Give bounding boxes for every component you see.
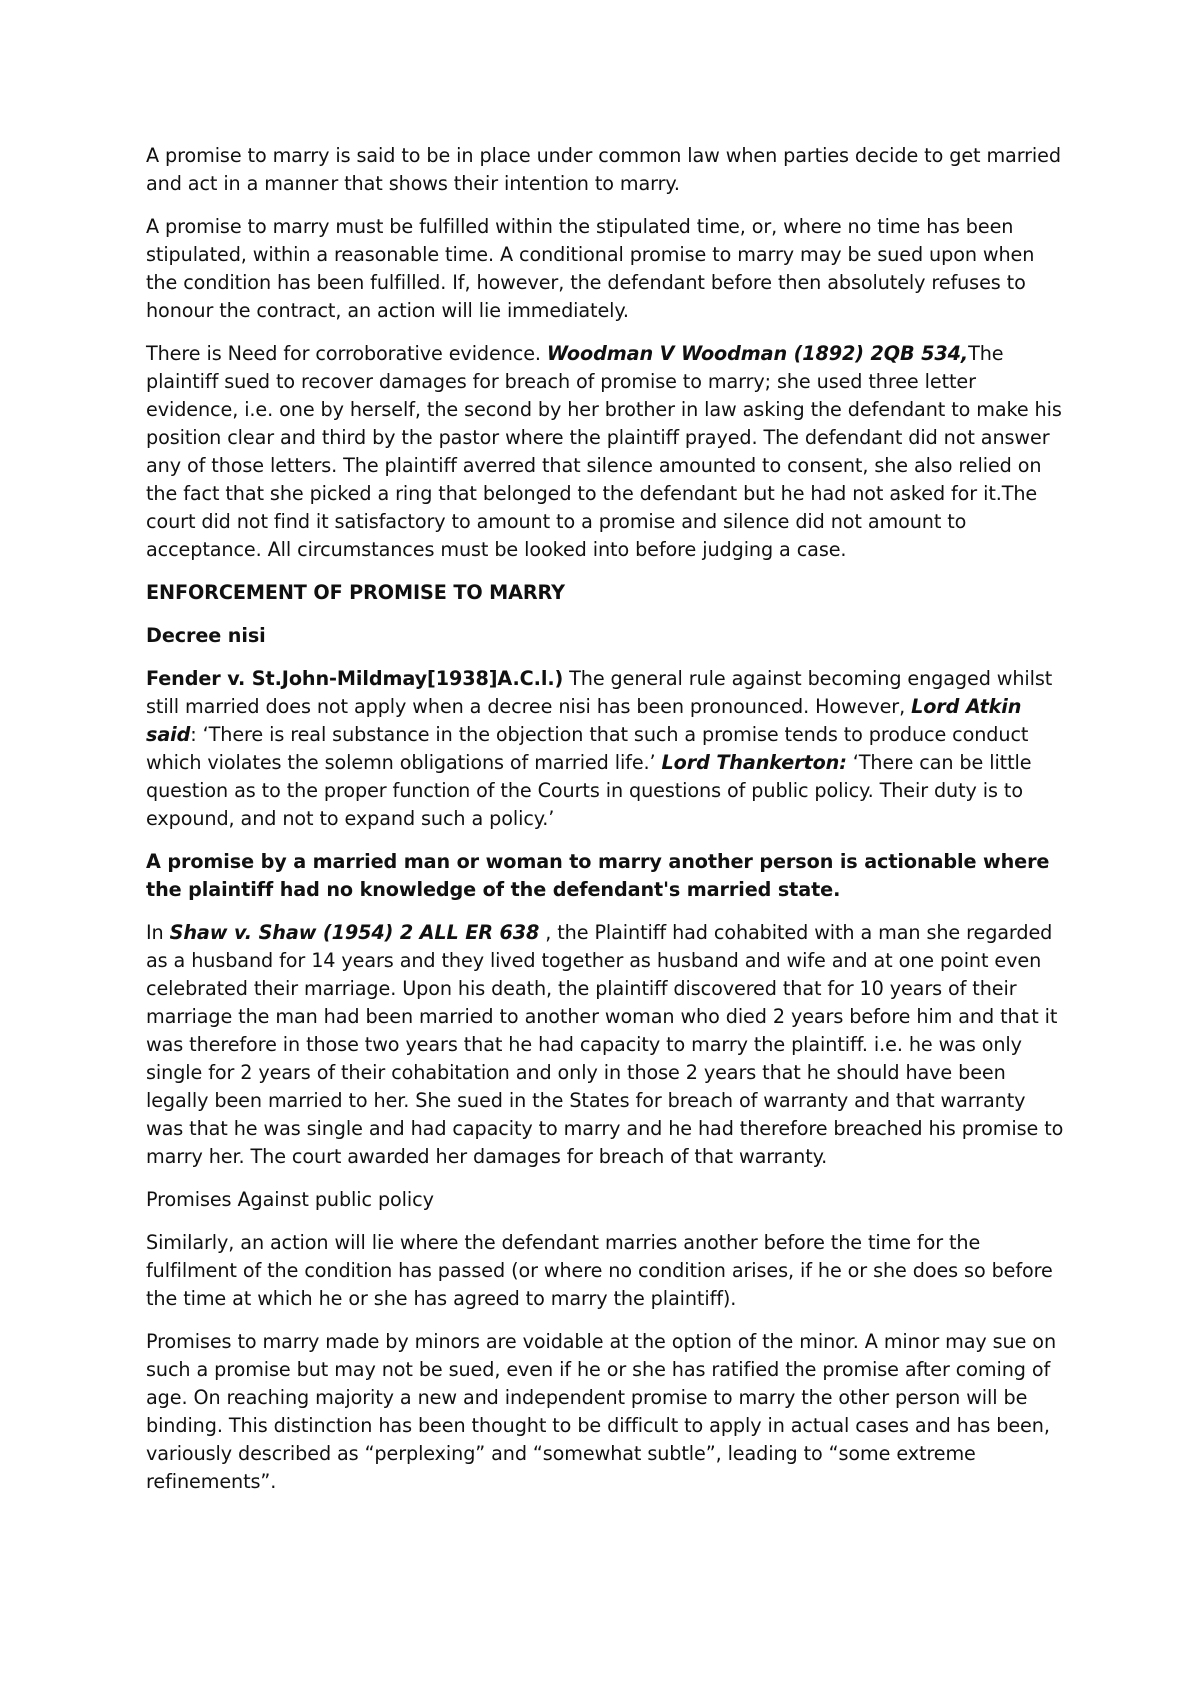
paragraph-common-law: A promise to marry is said to be in place under common law when parties decide to get married and act in a manner that shows their intention to marry. <box>146 144 1061 195</box>
document-page <box>146 142 1066 1511</box>
case-citation-shaw: Shaw v. Shaw (1954) 2 ALL ER 638 <box>169 921 540 944</box>
case-citation-fender: Fender v. St.John-Mildmay[1938]A.C.l.) <box>146 667 564 690</box>
paragraph-fender <box>146 665 1066 833</box>
paragraph-body: , the Plaintiff had cohabited with a man she regarded as a husband for 14 years and they lived together as husband and wife and at one point even celebrated their marriage. Upon his death, the plaintiff discovered that for 10 years of their marriage the man had been married to another woman who died 2 years before him and that it was therefore in those two years that he had capacity to marry the plaintiff. i.e. he was only single for 2 years of their cohabitation and only in those 2 years that he should have been legally been married to her. She sued in the States for breach of warranty and that warranty was that he was single and had capacity to marry and he had therefore breached his promise to marry her. The court awarded her damages for breach of that warranty. <box>146 921 1064 1168</box>
paragraph-fulfilment-time: A promise to marry must be fulfilled within the stipulated time, or, where no time has been stipulated, within a reasonable time. A conditional promise to marry may be sued upon when the condition has been fulfilled. If, however, the defendant before then absolutely refuses to honour the contract, an action will lie immediately. <box>146 215 1035 322</box>
paragraph-text: The general rule against becoming engaged whilst still married does not apply when a decree nisi has been pronounced. However, <box>146 667 1053 718</box>
paragraph-minors: Promises to marry made by minors are voidable at the option of the minor. A minor may sue on such a promise but may not be sued, even if he or she has ratified the promise after coming of age. On reaching majority a new and independent promise to marry the other person will be binding. This distinction has been thought to be difficult to apply in actual cases and has been, variously described as “perplexing” and “somewhat subtle”, leading to “some extreme refinements”. <box>146 1330 1057 1493</box>
quote-thankerton: ‘There can be little question as to the proper function of the Courts in questions of public policy. Their duty is to expound, and not to expand such a policy.’ <box>146 751 1032 830</box>
case-citation-woodman: Woodman V Woodman (1892) 2QB 534, <box>546 342 969 365</box>
quote-atkin: : ‘There is real substance in the objection that such a promise tends to produce conduct which violates the solemn obligations of married life.’ <box>146 723 1029 774</box>
paragraph-intro: There is Need for corroborative evidence. <box>146 342 547 365</box>
paragraph-corroborative-evidence <box>146 340 1066 564</box>
paragraph-marries-another: Similarly, an action will lie where the defendant marries another before the time for the fulfilment of the condition has passed (or where no condition arises, if he or she does so before the time at which he or she has agreed to marry the plaintiff). <box>146 1231 1053 1310</box>
section-heading-enforcement: ENFORCEMENT OF PROMISE TO MARRY <box>146 581 565 604</box>
judge-name-thankerton: Lord Thankerton: <box>661 751 847 774</box>
section-heading-decree-nisi: Decree nisi <box>146 624 266 647</box>
paragraph-lead: In <box>146 921 170 944</box>
judge-name-atkin: Lord Atkin said <box>146 695 1022 746</box>
paragraph-shaw <box>146 919 1066 1171</box>
paragraph-public-policy-title: Promises Against public policy <box>146 1188 434 1211</box>
paragraph-body: The plaintiff sued to recover damages for breach of promise to marry; she used three letter evidence, i.e. one by herself, the second by her brother in law asking the defendant to make his position clear and third by the pastor where the plaintiff prayed. The defendant did not answer any of those letters. The plaintiff averred that silence amounted to consent, she also relied on the fact that she picked a ring that belonged to the defendant but he had not asked for it.The court did not find it satisfactory to amount to a promise and silence did not amount to acceptance. All circumstances must be looked into before judging a case. <box>146 342 1062 561</box>
paragraph-married-promise-rule: A promise by a married man or woman to marry another person is actionable where the plaintiff had no knowledge of the defendant's married state. <box>146 850 1050 901</box>
